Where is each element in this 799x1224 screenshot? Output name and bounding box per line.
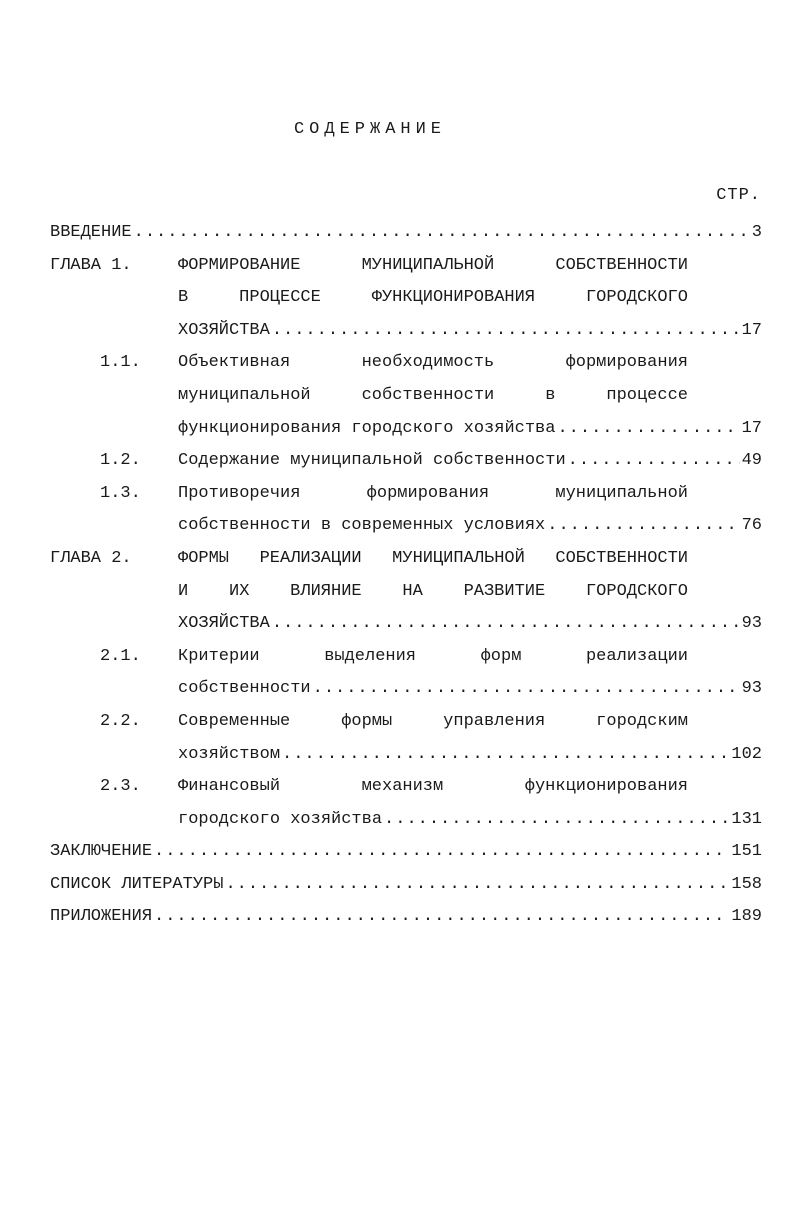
toc-entry-section-2-1[interactable]: [50, 641, 762, 674]
toc-entry-section-2-2[interactable]: [50, 706, 762, 739]
toc-page-number: 151: [731, 842, 762, 862]
toc-entry-title: И ИХ ВЛИЯНИЕ НА РАЗВИТИЕ ГОРОДСКОГО: [178, 581, 688, 601]
toc-page-number: 17: [741, 418, 762, 438]
toc-entry-continuation: [50, 380, 762, 413]
toc-entry-continuation: [50, 576, 762, 609]
toc-entry-title: функционирования городского хозяйства: [178, 418, 556, 438]
toc-entry-chapter-2[interactable]: [50, 543, 762, 576]
toc-page-number: 102: [731, 744, 762, 764]
dot-leader: [134, 217, 750, 250]
toc-entry-label: 2.3.: [100, 777, 141, 797]
toc-entry-label: ГЛАВА 2.: [50, 548, 132, 568]
toc-entry-title: ЗАКЛЮЧЕНИЕ: [50, 842, 153, 862]
toc-page-number: 49: [741, 451, 762, 471]
toc-entry-title: ФОРМЫ РЕАЛИЗАЦИИ МУНИЦИПАЛЬНОЙ СОБСТВЕННОСТИ: [178, 548, 688, 568]
dot-leader: [154, 901, 729, 934]
toc-entry-title: Содержание муниципальной собственности: [178, 451, 566, 471]
toc-entry-continuation: [50, 608, 762, 641]
toc-entry-title: Современные формы управления городским: [178, 711, 688, 731]
dot-leader: [547, 510, 739, 543]
toc-entry-title: хозяйством: [178, 744, 281, 764]
toc-entry-title: собственности в современных условиях: [178, 516, 546, 536]
toc-entry-title: Критерии выделения форм реализации: [178, 646, 688, 666]
table-of-contents: [50, 217, 762, 934]
page-title: СОДЕРЖАНИЕ: [293, 120, 447, 139]
toc-entry-continuation: [50, 739, 762, 772]
dot-leader: [568, 445, 740, 478]
toc-entry-title: муниципальной собственности в процессе: [178, 385, 688, 405]
toc-page-number: 131: [731, 809, 762, 829]
toc-entry-label: ГЛАВА 1.: [50, 255, 132, 275]
toc-entry-section-2-3[interactable]: [50, 771, 762, 804]
toc-entry-section-1-3[interactable]: [50, 478, 762, 511]
toc-entry-appendices[interactable]: [50, 901, 762, 934]
toc-entry-conclusion[interactable]: [50, 836, 762, 869]
dot-leader: [272, 608, 740, 641]
toc-entry-label: 1.1.: [100, 353, 141, 373]
toc-entry-label: 1.2.: [100, 451, 141, 471]
toc-entry-section-1-1[interactable]: [50, 347, 762, 380]
toc-entry-section-1-2[interactable]: [50, 445, 762, 478]
toc-page-number: 189: [731, 907, 762, 927]
toc-page-number: 93: [741, 679, 762, 699]
toc-entry-title: собственности: [178, 679, 311, 699]
toc-entry-continuation: [50, 804, 762, 837]
toc-entry-chapter-1[interactable]: [50, 250, 762, 283]
toc-page-number: 158: [731, 874, 762, 894]
toc-entry-title: ФОРМИРОВАНИЕ МУНИЦИПАЛЬНОЙ СОБСТВЕННОСТИ: [178, 255, 688, 275]
toc-entry-continuation: [50, 510, 762, 543]
toc-entry-title: ВВЕДЕНИЕ: [50, 223, 132, 242]
toc-entry-title: В ПРОЦЕССЕ ФУНКЦИОНИРОВАНИЯ ГОРОДСКОГО: [178, 288, 688, 308]
dot-leader: [282, 739, 729, 772]
toc-entry-label: 1.3.: [100, 483, 141, 503]
toc-entry-title: Противоречия формирования муниципальной: [178, 483, 688, 503]
toc-page-number: 3: [751, 223, 762, 242]
toc-entry-title: ХОЗЯЙСТВА: [178, 320, 270, 340]
dot-leader: [225, 869, 729, 902]
dot-leader: [384, 804, 729, 837]
dot-leader: [154, 836, 729, 869]
toc-entry-label: 2.1.: [100, 646, 141, 666]
toc-entry-title: ПРИЛОЖЕНИЯ: [50, 907, 153, 927]
toc-entry-bibliography[interactable]: [50, 869, 762, 902]
toc-entry-introduction[interactable]: [50, 217, 762, 250]
dot-leader: [557, 413, 739, 446]
toc-entry-label: 2.2.: [100, 711, 141, 731]
toc-page-number: 17: [741, 320, 762, 340]
toc-entry-title: городского хозяйства: [178, 809, 383, 829]
toc-entry-title: Объективная необходимость формирования: [178, 353, 688, 373]
toc-entry-continuation: [50, 413, 762, 446]
toc-entry-title: СПИСОК ЛИТЕРАТУРЫ: [50, 874, 224, 894]
toc-page-number: 93: [741, 614, 762, 634]
toc-entry-continuation: [50, 673, 762, 706]
page-column-header: СТР.: [716, 186, 761, 205]
toc-entry-continuation: [50, 282, 762, 315]
toc-entry-title: Финансовый механизм функционирования: [178, 777, 688, 797]
dot-leader: [272, 315, 740, 348]
toc-entry-continuation: [50, 315, 762, 348]
toc-page-number: 76: [741, 516, 762, 536]
dot-leader: [313, 673, 740, 706]
toc-entry-title: ХОЗЯЙСТВА: [178, 614, 270, 634]
